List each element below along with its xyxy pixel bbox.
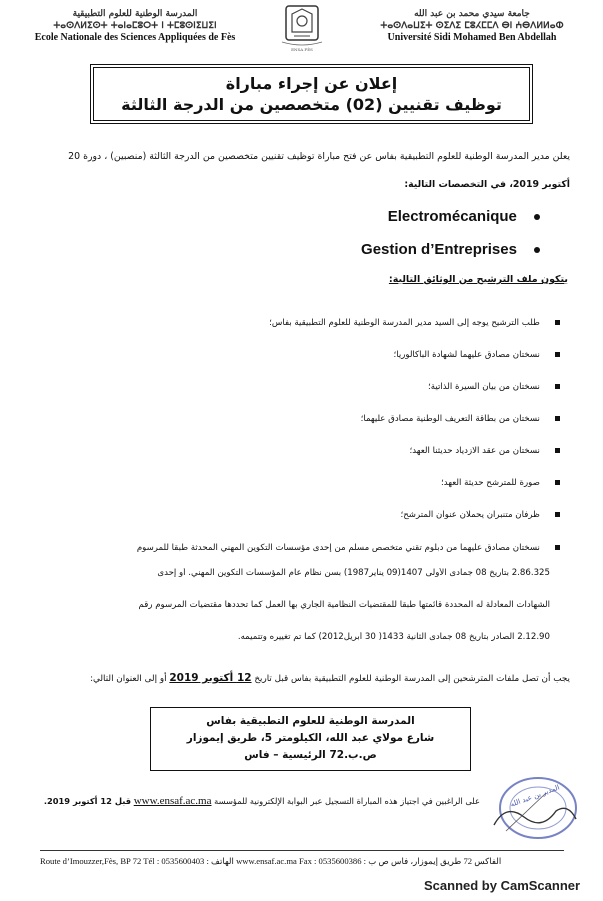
list-item: [230, 470, 560, 502]
bullet-icon: [555, 448, 560, 453]
bullet-icon: [555, 545, 560, 550]
document-text-continued: الشهادات المعادلة له المحددة قائمتها طبقا للمقتضيات النظامية الجاري بها العمل كما تحددها مقتضيات المرسوم رقم: [138, 600, 550, 610]
specialty-item: [350, 239, 540, 258]
list-item: [58, 535, 560, 554]
address-line-3: ص.ب.72 الرئيسية – فاس: [244, 749, 377, 761]
scanner-watermark: Scanned by CamScanner: [424, 878, 581, 893]
list-item: [230, 438, 560, 470]
stamp-text: المدير بن عبد الله: [509, 783, 561, 809]
ensa-logo-icon: [278, 2, 326, 48]
bullet-icon: [555, 416, 560, 421]
address-box: [150, 707, 471, 771]
document-text: نسختان مصادق عليهما من دبلوم تقني متخصص مسلم من إحدى مؤسسات التكوين المهني المحدثة طبقا للمرسوم: [136, 543, 540, 553]
header-right: [362, 8, 582, 44]
announcement-subtitle: توظيف تقنيين (02) متخصصين من الدرجة الثالثة: [121, 95, 502, 114]
bullet-icon: [555, 384, 560, 389]
announcement-title-box: [93, 67, 530, 121]
specialty-label: Gestion d’Entreprises: [361, 241, 517, 258]
school-name-arabic: المدرسة الوطنية للعلوم التطبيقية: [72, 9, 198, 19]
bullet-icon: [534, 214, 540, 220]
document-text-continued: 2.12.90 الصادر بتاريخ 08 جمادى الثانية 1433( 30 أبريل2012) كما تم تغييره وتتميمه.: [237, 632, 550, 642]
documents-heading: يتكون ملف الترشيح من الوثائق التالية:: [388, 274, 568, 285]
logo-caption: ENSA FÈS: [291, 47, 313, 52]
list-item: [230, 310, 560, 342]
announcement-title: إعلان عن إجراء مباراة: [225, 74, 398, 93]
bullet-icon: [555, 512, 560, 517]
document-text: طلب الترشيح يوجه إلى السيد مدير المدرسة الوطنية للعلوم التطبيقية بفاس؛: [269, 318, 540, 328]
university-name-tifinagh: ⵜⴰⵙⴷⴰⵡⵉⵜ ⵙⵉⴷⵉ ⵎⵓⵃⵎⵎⴷ ⴱⵏ ⵄⴱⴷⵍⵍⴰⵀ: [380, 21, 564, 31]
deadline-sentence: [50, 672, 570, 684]
online-text: على الراغبين في اجتياز هذه المباراة التسجيل عبر البوابة الإلكترونية للمؤسسة: [214, 796, 480, 806]
list-item: [230, 502, 560, 534]
document-text-continued: 2.86.325 بتاريخ 08 جمادى الأولى 1407(09 يناير1987) بسن نظام عام المؤسسات التكوين المهني. أو إحدى: [157, 568, 550, 578]
deadline-text-after: أو إلى العنوان التالي:: [90, 674, 167, 684]
school-name-tifinagh: ⵜⴰⵙⴷⵍⵉⵙⵜ ⵜⴰⵏⴰⵎⵓⵔⵜ ⵏ ⵜⵎⵓⵙⵏⵉⵡⵉⵏ: [53, 21, 217, 31]
online-registration-line: [40, 795, 480, 807]
address-line-2: شارع مولاي عبد الله، الكيلومتر 5، طريق إيموزار: [186, 732, 435, 744]
header-left: [30, 8, 240, 44]
website-link[interactable]: www.ensaf.ac.ma: [133, 795, 212, 807]
bullet-icon: [555, 352, 560, 357]
bullet-icon: [555, 320, 560, 325]
document-text: نسختان مصادق عليهما لشهادة الباكالوريا؛: [393, 350, 540, 360]
list-item: [230, 406, 560, 438]
address-line-1: المدرسة الوطنية للعلوم التطبيقية بفاس: [206, 715, 415, 727]
official-stamp-icon: [476, 773, 586, 843]
intro-line-1: يعلن مدير المدرسة الوطنية للعلوم التطبيقية بفاس عن فتح مباراة توظيف تقنيين متخصصين من الدرجة الثالثة (منصبين) ، دورة 20: [68, 151, 570, 162]
university-name-french: Université Sidi Mohamed Ben Abdellah: [387, 32, 557, 43]
document-text: صورة للمترشح حديثة العهد؛: [441, 478, 540, 488]
deadline-text-before: يجب أن تصل ملفات المترشحين إلى المدرسة الوطنية للعلوم التطبيقية بفاس قبل تاريخ: [254, 674, 570, 684]
footer-divider: [40, 850, 564, 851]
school-name-french: Ecole Nationale des Sciences Appliquées de Fès: [34, 32, 236, 43]
bullet-icon: [555, 480, 560, 485]
deadline-date: 12 أكتوبر 2019: [169, 672, 252, 684]
specialty-item: [380, 206, 540, 225]
documents-list: [230, 310, 560, 534]
specialty-label: Electromécanique: [387, 208, 517, 225]
online-deadline: قبل 12 أكتوبر 2019.: [43, 796, 132, 806]
document-text: نسختان من بيان السيرة الذاتية؛: [428, 382, 540, 392]
document-text: نسختان من بطاقة التعريف الوطنية مصادق عليهما؛: [360, 414, 540, 424]
document-text: نسختان من عقد الازدياد حديثنا العهد؛: [409, 446, 540, 456]
bullet-icon: [534, 247, 540, 253]
list-item: [230, 342, 560, 374]
intro-line-2: أكتوبر 2019، في التخصصات التالية:: [404, 179, 570, 190]
footer-contact: Route d’Imouzzer,Fès, BP 72 Tél : 0535600403 : الهاتف www.ensaf.ac.ma Fax : 0535600386 : الفاكس 72 طريق إيموزار، فاس ص ب: [40, 856, 502, 866]
university-name-arabic: جامعة سيدي محمد بن عبد الله: [414, 9, 530, 19]
list-item: [230, 374, 560, 406]
document-text: ظرفان متنبران يحملان عنوان المترشح؛: [400, 510, 540, 520]
